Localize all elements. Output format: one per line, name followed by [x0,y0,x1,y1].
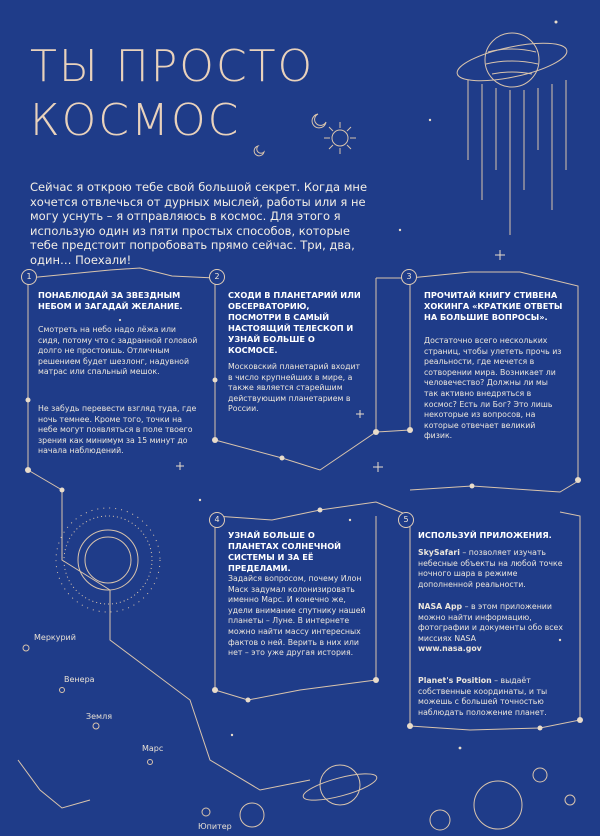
intro-text: Сейчас я открою тебе свой большой секрет. Когда мне хочется отвлечься от дурных мыслей, работы или я не могу уснуть – я отправляюсь в космос. Для этого я использую один из пяти простых способов, которые тебе предстоит попробовать прямо сейчас. Три, два, один… Поехали! [30,180,368,267]
step-5-app-1 [418,548,568,590]
app-3-name: Planet's Position [418,676,492,685]
step-5-heading: ИСПОЛЬЗУЙ ПРИЛОЖЕНИЯ. [418,530,552,540]
page-title [30,40,314,148]
step-4-text: Задайся вопросом, почему Илон Маск задумал колонизировать именно Марс. И конечно же, удели внимание спутнику нашей планеты – Луне. В интернете можно найти массу интересных фактов о ней. Верить в них или нет – это уже другая история. [228,574,366,658]
sun-large-icon [56,508,160,612]
planet-label-mars: Марс [142,744,164,753]
step-1-heading: ПОНАБЛЮДАЙ ЗА ЗВЕЗДНЫМ НЕБОМ И ЗАГАДАЙ ЖЕЛАНИЕ. [38,290,183,311]
step-1-number: 1 [21,269,37,285]
step-4-heading: УЗНАЙ БОЛЬШЕ О ПЛАНЕТАХ СОЛНЕЧНОЙ СИСТЕМЫ И ЗА ЕЁ ПРЕДЕЛАМИ. [228,530,342,573]
jupiter-icon [240,803,264,827]
step-3-text: Достаточно всего нескольких страниц, чтобы улететь прочь из реальности, где мечется в сотворении мира. Возникает ли человечество? Должны ли мы так активно внедряться в космос? Есть ли Бог? Это лишь некоторые из вопросов, на которые отвечает великий физик. [424,336,562,441]
title-line-1: ТЫ ПРОСТО [30,41,315,92]
sun-small-icon [324,122,356,154]
planet-label-earth: Земля [86,712,113,721]
step-5-number: 5 [398,512,414,528]
planet-label-jupiter: Юпитер [198,822,232,831]
step-3-number: 3 [401,269,417,285]
step-2-text: Московский планетарий входит в число крупнейших в мире, а также является старейшим действующим планетарием в России. [228,362,361,414]
planet-label-venus: Венера [64,675,95,684]
step-1-text-1: Смотреть на небо надо лёжа или сидя, потому что с задранной головой долго не простоишь. Отличным решением будет шезлонг, надувной матрас или спальный мешок. [38,325,198,377]
app-1-text: – позволяет изучать небесные объекты на любой точке ночного шара в режиме дополненной реальности. [418,548,563,589]
saturn-icon [454,33,570,88]
title-line-2: КОСМОС [30,95,241,146]
nasa-url[interactable]: www.nasa.gov [418,644,482,654]
step-5-app-3 [418,676,568,718]
step-2-heading: СХОДИ В ПЛАНЕТАРИЙ ИЛИ ОБСЕРВАТОРИЮ, ПОСМОТРИ В САМЫЙ НАСТОЯЩИЙ ТЕЛЕСКОП И УЗНАЙ БОЛЬШЕ О КОСМОСЕ. [228,290,361,355]
step-5-app-2 [418,602,568,655]
app-1-name: SkySafari [418,548,460,557]
saturn-bottom-icon [301,765,379,806]
step-4-number: 4 [209,512,225,528]
app-2-text: – в этом приложении можно найти информацию, фотографии и документы обо всех миссиях NASA [418,602,563,643]
app-3-text: – выдаёт собственные координаты, и ты можешь с большей точностью наблюдать положение планет. [418,676,548,717]
app-2-name: NASA App [418,602,463,611]
step-3-heading: ПРОЧИТАЙ КНИГУ СТИВЕНА ХОКИНГА «КРАТКИЕ ОТВЕТЫ НА БОЛЬШИЕ ВОПРОСЫ». [424,290,563,322]
planet-icon [474,781,522,829]
step-1-text-2: Не забудь перевести взгляд туда, где ночь темнее. Кроме того, точки на небе могут появляться в поле твоего зрения как минимум за 15 минут до начала наблюдений. [38,404,197,456]
planet-label-mercury: Меркурий [34,633,76,642]
step-2-number: 2 [209,269,225,285]
